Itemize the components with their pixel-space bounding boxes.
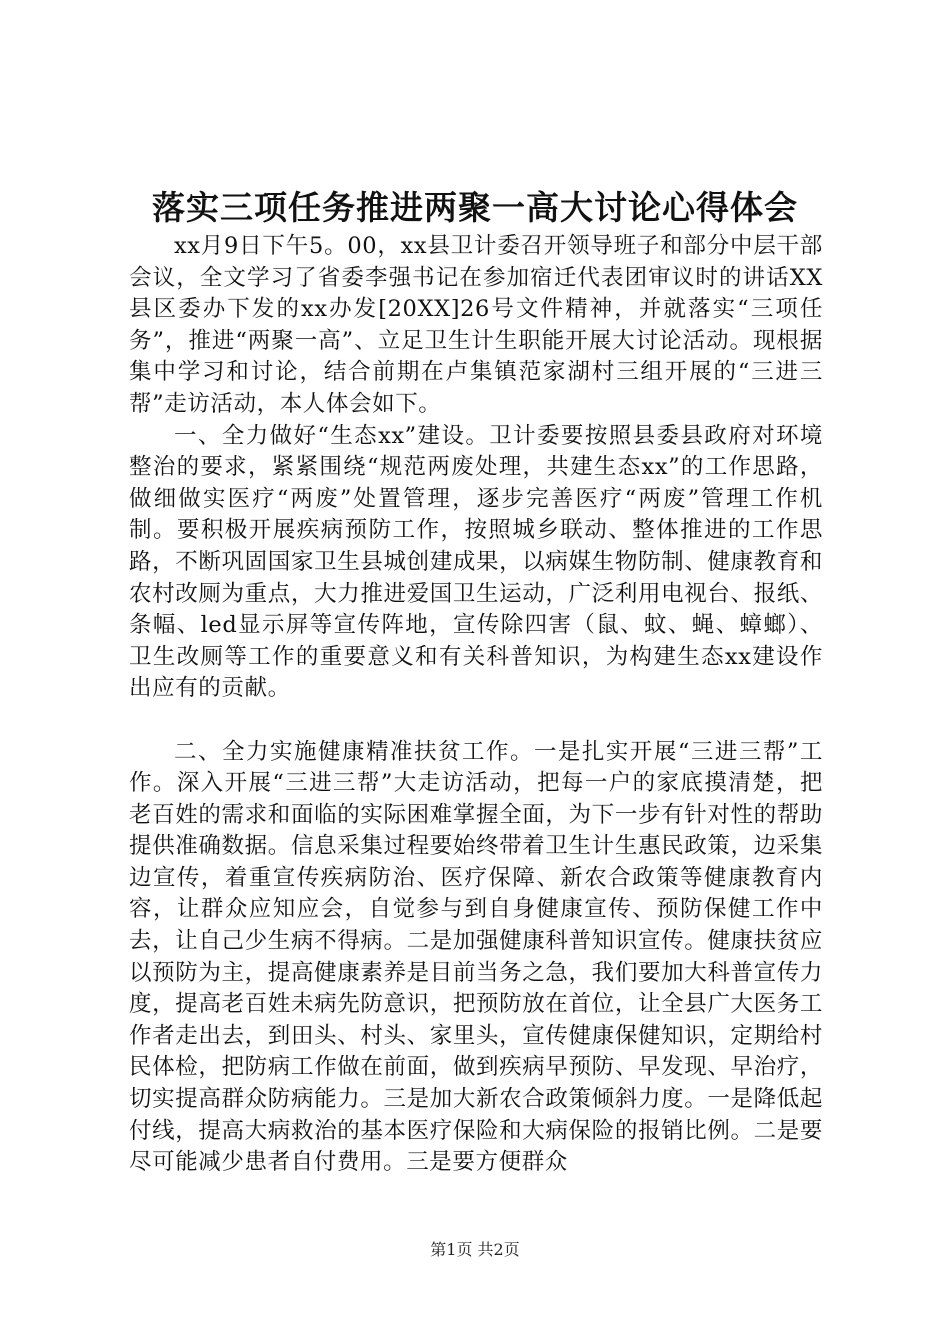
paragraph-intro: xx月9日下午5。00，xx县卫计委召开领导班子和部分中层干部会议，全文学习了省委李强书记在参加宿迁代表团审议时的讲话XX县区委办下发的xx办发[20XX]26号文件精神，并就落实“三项任务”，推进“两聚一高”、立足卫生计生职能开展大讨论活动。现根据集中学习和讨论，结合前期在卢集镇范家湖村三组开展的“三进三帮”走访活动，本人体会如下。 <box>129 233 823 417</box>
page-number-footer: 第1页 共2页 <box>430 1240 520 1259</box>
document-body <box>129 231 823 1179</box>
paragraph-section-one: 一、全力做好“生态xx”建设。卫计委要按照县委县政府对环境整治的要求，紧紧围绕“规范两废处理，共建生态xx”的工作思路，做细做实医疗“两废”处置管理，逐步完善医疗“两废”管理工作机制。要积极开展疾病预防工作，按照城乡联动、整体推进的工作思路，不断巩固国家卫生县城创建成果，以病媒生物防制、健康教育和农村改厕为重点，大力推进爱国卫生运动，广泛利用电视台、报纸、条幅、led显示屏等宣传阵地，宣传除四害（鼠、蚊、蝇、蟑螂）、卫生改厕等工作的重要意义和有关科普知识，为构建生态xx建设作出应有的贡献。 <box>129 422 823 702</box>
document-title: 落实三项任务推进两聚一高大讨论心得体会 <box>152 188 798 227</box>
paragraph-section-two: 二、全力实施健康精准扶贫工作。一是扎实开展“三进三帮”工作。深入开展“三进三帮”大走访活动，把每一户的家底摸清楚，把老百姓的需求和面临的实际困难掌握全面，为下一步有针对性的帮助提供准确数据。信息采集过程要始终带着卫生计生惠民政策，边采集边宣传，着重宣传疾病防治、医疗保障、新农合政策等健康教育内容，让群众应知应会，自觉参与到自身健康宣传、预防保健工作中去，让自己少生病不得病。二是加强健康科普知识宣传。健康扶贫应以预防为主，提高健康素养是目前当务之急，我们要加大科普宣传力度，提高老百姓未病先防意识，把预防放在首位，让全县广大医务工作者走出去，到田头、村头、家里头，宣传健康保健知识，定期给村民体检，把防病工作做在前面，做到疾病早预防、早发现、早治疗，切实提高群众防病能力。三是加大新农合政策倾斜力度。一是降低起付线，提高大病救治的基本医疗保险和大病保险的报销比例。二是要尽可能减少患者自付费用。三是要方便群众 <box>129 738 823 1176</box>
